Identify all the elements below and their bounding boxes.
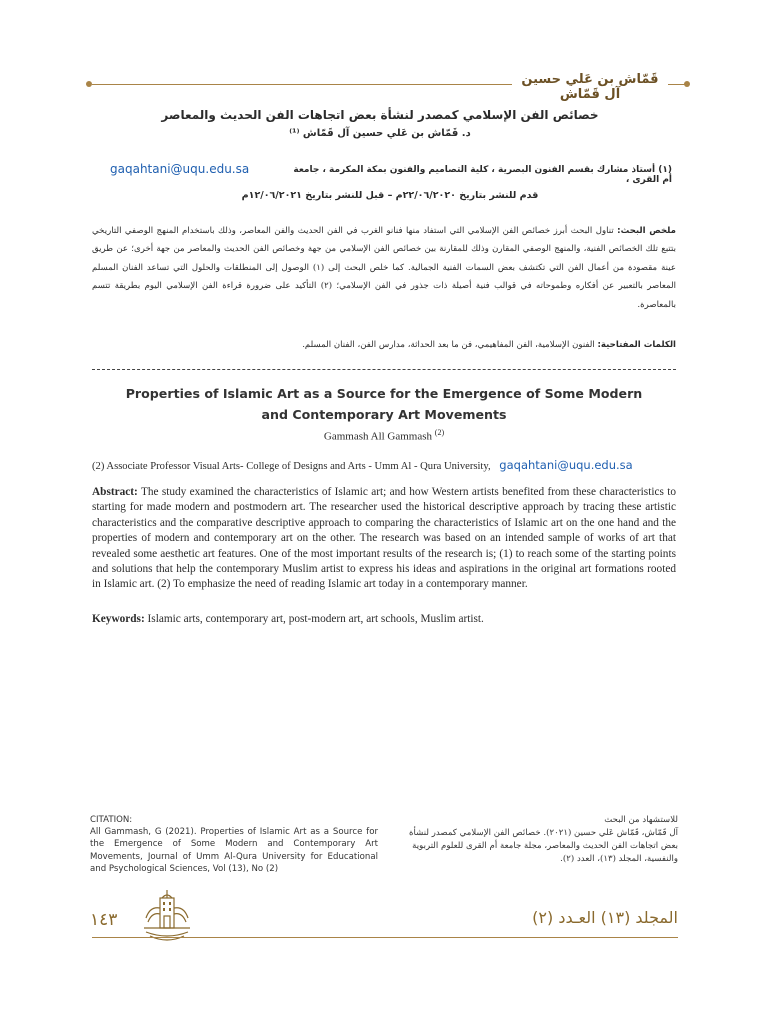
english-keywords xyxy=(92,613,676,625)
citation-arabic-label: للاستشهاد من البحث xyxy=(604,815,678,825)
volume-issue: المجلد (١٣) العـدد (٢) xyxy=(532,908,678,927)
arabic-abstract xyxy=(92,222,676,314)
header-rule-left xyxy=(92,84,512,85)
arabic-keywords-label: الكلمات المفتاحية: xyxy=(597,340,676,350)
citation-english-text: All Gammash, G (2021). Properties of Islamic Art as a Source for the Emergence of Some Modern and Contemporary Art Movements, Journal of Umm Al-Qura University for Educational and Psychological Sciences, Vol (13), No (2) xyxy=(90,827,378,874)
english-email-link[interactable]: gaqahtani@uqu.edu.sa xyxy=(499,458,633,472)
arabic-keywords-text: الفنون الإسلامية، الفن المفاهيمي، فن ما بعد الحداثة، مدارس الفن، الفنان المسلم. xyxy=(302,340,595,350)
arabic-abstract-text: تناول البحث أبرز خصائص الفن الإسلامي التي استفاد منها فنانو الغرب في الفن الحديث والفن المعاصر، وذلك باستخدام المنهج الوصفي التاريخي بتتبع تلك الخصائص الفنية، والمنهج الوصفي المقارن وذلك للمقارنة بين خصائص الفن الإسلامي من جهة وخصائص الفن الحديث والمعاصر من جهة أخرى؛ عن طريق عينة مقصودة من أعمال الفن التي تكتشف بعض السمات الفنية الجمالية. كما خلص البحث إلى (١) الوصول إلى المنطلقات والحلول التي تساعد الفنان المسلم المعاصر بالتعبير عن أفكاره وطموحاته في قوالب فنية أصيلة ذات جذور في الفن الإسلامي؛ (٢) التأكيد على ضرورة قراءة الفن الإسلامي اليوم بطريقة تتسم بالمعاصرة. xyxy=(92,226,676,310)
section-divider xyxy=(92,369,676,370)
english-abstract-text: The study examined the characteristics of Islamic art; and how Western artists benefited from these characteristics to starting for made modern and postmodern art. The researcher used the historical descriptive approach by tracing these artistic characteristics and the comparative descriptive approach to comparing the characteristics of Islamic art on the one hand and the properties of modern and contemporary art on the other. The research was based on an intended sample of works of art that revealed some aesthetic art features. One of the most important results of the research is; (1) to reach some of the starting points and solutions that help the contemporary Muslim artist to express his ideas and aspirations in the original art formations rooted in Islamic art. (2) To emphasize the need of reading Islamic art today in a contemporary manner. xyxy=(92,486,676,591)
arabic-title: خصائص الفن الإسلامي كمصدر لنشأة بعض اتجاهات الفن الحديث والمعاصر xyxy=(161,108,599,122)
english-keywords-text: Islamic arts, contemporary art, post-modern art, art schools, Muslim artist. xyxy=(147,613,484,625)
english-abstract-label: Abstract: xyxy=(92,486,138,498)
arabic-keywords xyxy=(92,340,676,350)
arabic-dates: قدم للنشر بتاريخ ٢٢/٠٦/٢٠٢٠م – قبل للنشر بتاريخ ١٢/٠٦/٢٠٢١م xyxy=(241,190,539,201)
arabic-abstract-label: ملخص البحث: xyxy=(617,226,676,236)
citation-english-label: CITATION: xyxy=(90,815,133,825)
english-keywords-label: Keywords: xyxy=(92,613,145,625)
english-author-name: Gammash All Gammash xyxy=(323,430,433,443)
arabic-affiliation: (١) أستاذ مشارك بقسم الفنون البصرية ، كلية التصاميم والفنون بمكة المكرمة ، جامعة أم القرى ، xyxy=(293,165,672,185)
citation-arabic xyxy=(396,814,678,866)
footer-rule xyxy=(92,937,678,938)
english-author xyxy=(240,428,528,443)
english-affiliation xyxy=(92,458,676,472)
arabic-email-link[interactable]: gaqahtani@uqu.edu.sa xyxy=(110,162,250,176)
citation-english xyxy=(90,814,378,875)
citation-arabic-text: آل قَمّاش، قَمّاش عَلي حسين (٢٠٢١). خصائص الفن الإسلامي كمصدر لنشأة بعض اتجاهات الفن الحديث والمعاصر، مجلة جامعة أم القرى للعلوم التربوية والنفسية، المجلد (١٣)، العدد (٢). xyxy=(408,828,678,864)
page-number: ١٤٣ xyxy=(90,910,118,930)
english-author-footnote: (2) xyxy=(434,428,445,437)
arabic-author: د. قَمّاش بن عَلي حسين آل قَمّاش ⁽¹⁾ xyxy=(289,128,471,139)
header-ornament-right xyxy=(684,81,690,87)
english-abstract xyxy=(92,485,676,593)
english-title: Properties of Islamic Art as a Source for the Emergence of Some Modern and Contemporary Art Movements xyxy=(125,386,643,422)
running-header-author: قَمّاش بن عَلي حسين آل قَمّاش xyxy=(521,72,659,102)
english-affiliation-text: (2) Associate Professor Visual Arts- College of Designs and Arts - Umm Al - Qura University, xyxy=(92,461,491,472)
